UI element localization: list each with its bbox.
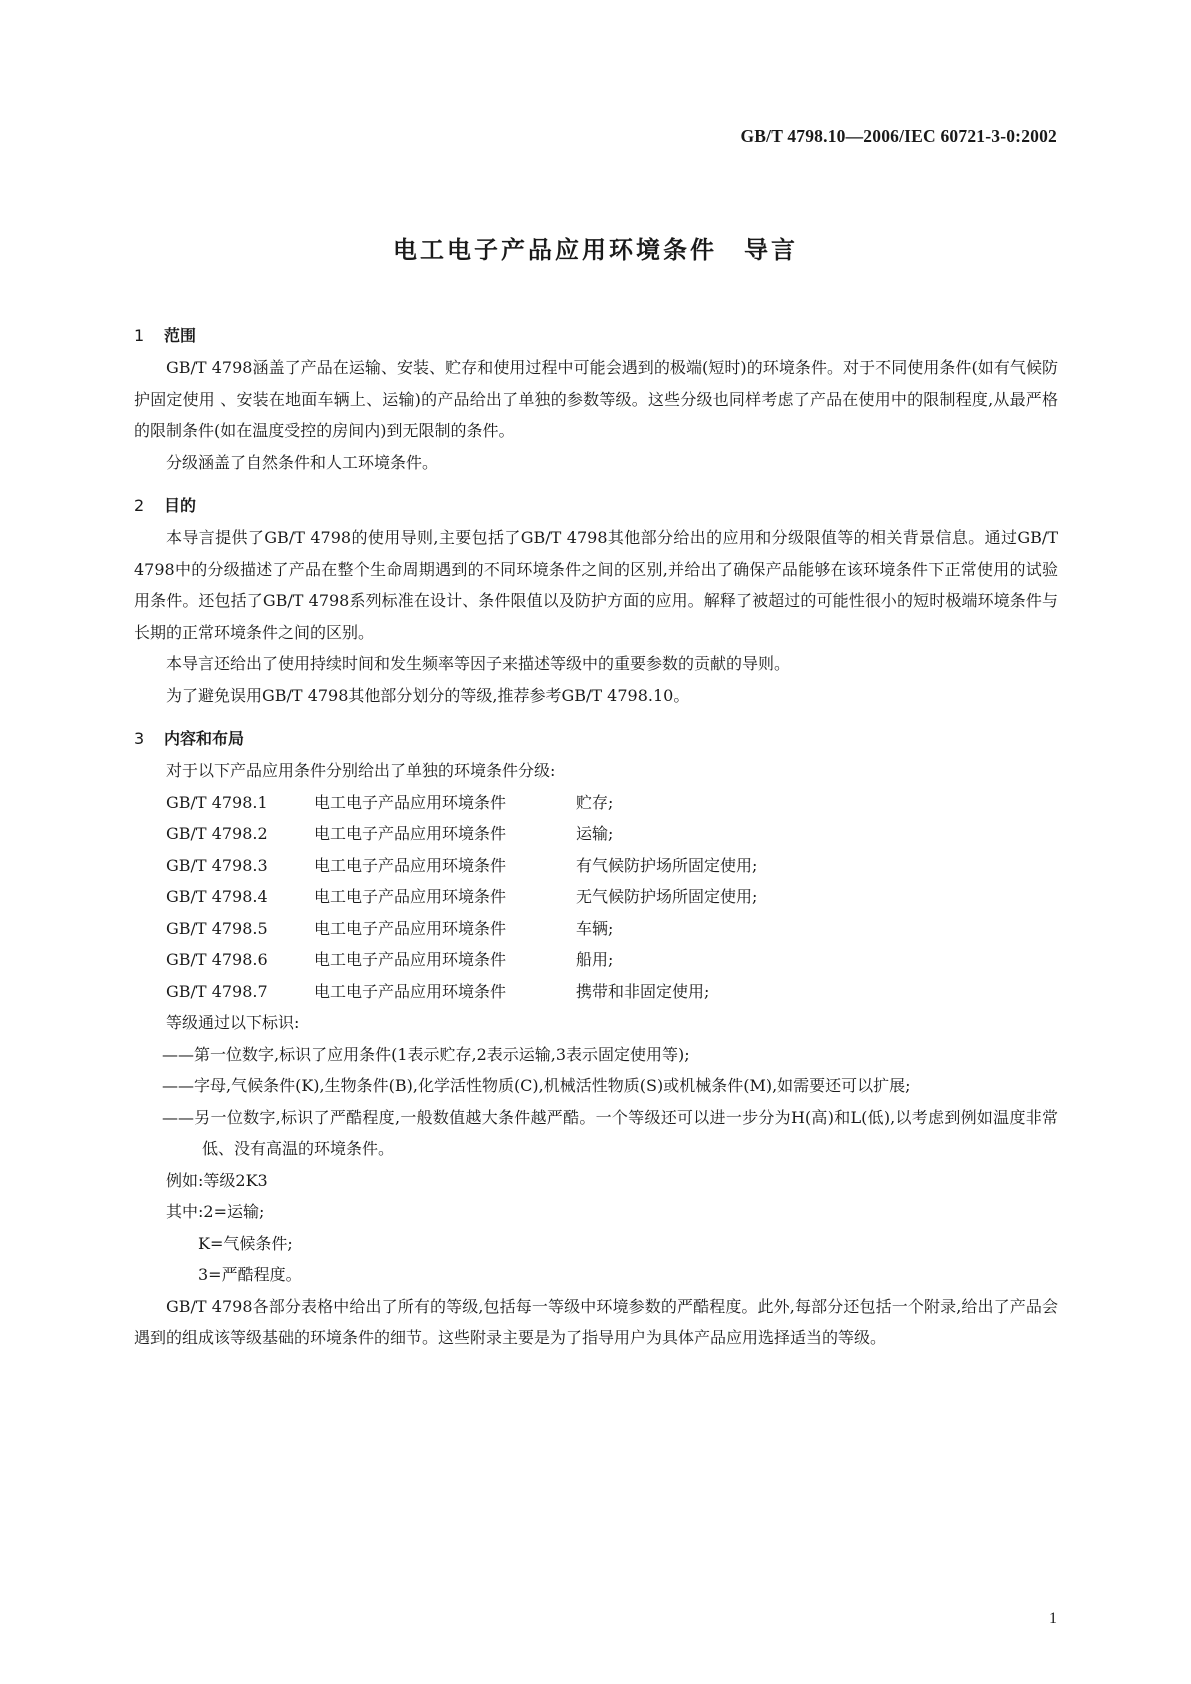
part-series: 电工电子产品应用环境条件	[314, 855, 507, 875]
example-line: 例如:等级2K3	[166, 1170, 268, 1190]
paragraph: GB/T 4798涵盖了产品在运输、安装、贮存和使用过程中可能会遇到的极端(短时)的环境条件。对于不同使用条件(如有气候防护固定使用 、安装在地面车辆上、运输)的产品给出了单独的参数等级。这些分级也同样考虑了产品在使用中的限制程度,从最严格的限制条件(如在温度受控的房间内)到无限制的条件。	[134, 358, 1058, 440]
paragraph: 对于以下产品应用条件分别给出了单独的环境条件分级:	[166, 761, 556, 780]
standard-code: GB/T 4798.10—2006/IEC 60721-3-0:2002	[740, 126, 1057, 146]
section-number: 3	[134, 729, 145, 748]
page-number: 1	[1049, 1610, 1057, 1627]
part-code: GB/T 4798.7	[166, 981, 268, 1001]
part-code: GB/T 4798.1	[166, 792, 268, 812]
section-heading-content-layout	[134, 723, 1058, 755]
class-intro: 等级通过以下标识:	[166, 1013, 300, 1032]
part-code: GB/T 4798.5	[166, 918, 268, 938]
paragraph: 为了避免误用GB/T 4798其他部分划分的等级,推荐参考GB/T 4798.10。	[166, 685, 690, 705]
section-title: 范围	[164, 326, 197, 345]
section-heading-purpose	[134, 490, 1058, 522]
part-list-item	[134, 976, 1058, 1008]
class-list-item: ——另一位数字,标识了严酷程度,一般数值越大条件越严酷。一个等级还可以进一步分为H(高)和L(低),以考虑到例如温度非常低、没有高温的环境条件。	[162, 1107, 1058, 1158]
paragraph: GB/T 4798各部分表格中给出了所有的等级,包括每一等级中环境参数的严酷程度。此外,每部分还包括一个附录,给出了产品会遇到的组成该等级基础的环境条件的细节。这些附录主要是为了指导用户为具体产品应用选择适当的等级。	[134, 1296, 1058, 1347]
section-number: 2	[134, 496, 145, 515]
part-name: 无气候防护场所固定使用;	[576, 887, 758, 906]
part-series: 电工电子产品应用环境条件	[314, 792, 507, 812]
part-list-item	[134, 881, 1058, 913]
document-title: 电工电子产品应用环境条件 导言	[393, 236, 798, 264]
section-heading-scope	[134, 320, 1058, 352]
part-code: GB/T 4798.2	[166, 824, 268, 843]
part-list-item	[134, 787, 1058, 819]
where-line: 其中:2=运输;	[166, 1202, 265, 1221]
part-list-item	[134, 818, 1058, 850]
part-code: GB/T 4798.3	[166, 855, 268, 875]
part-list-item	[134, 944, 1058, 976]
where-line: K=气候条件;	[198, 1233, 293, 1253]
class-list-item: ——第一位数字,标识了应用条件(1表示贮存,2表示运输,3表示固定使用等);	[162, 1044, 690, 1064]
part-name: 贮存;	[576, 792, 614, 812]
part-list-item	[134, 913, 1058, 945]
part-series: 电工电子产品应用环境条件	[314, 981, 507, 1001]
class-list-item: ——字母,气候条件(K),生物条件(B),化学活性物质(C),机械活性物质(S)或机械条件(M),如需要还可以扩展;	[162, 1076, 911, 1095]
paragraph: 本导言还给出了使用持续时间和发生频率等因子来描述等级中的重要参数的贡献的导则。	[166, 654, 791, 673]
part-name: 有气候防护场所固定使用;	[576, 855, 758, 875]
document-body	[134, 320, 1058, 1354]
part-series: 电工电子产品应用环境条件	[314, 824, 507, 843]
where-line: 3=严酷程度。	[198, 1265, 302, 1284]
part-code: GB/T 4798.6	[166, 950, 268, 969]
paragraph: 分级涵盖了自然条件和人工环境条件。	[166, 452, 439, 472]
part-name: 运输;	[576, 824, 614, 843]
section-title: 内容和布局	[164, 729, 245, 748]
part-name: 船用;	[576, 950, 614, 969]
part-series: 电工电子产品应用环境条件	[314, 887, 507, 906]
paragraph: 本导言提供了GB/T 4798的使用导则,主要包括了GB/T 4798其他部分给出的应用和分级限值等的相关背景信息。通过GB/T 4798中的分级描述了产品在整个生命周期遇到的不同环境条件之间的区别,并给出了确保产品能够在该环境条件下正常使用的试验用条件。还包括了GB/T 4798系列标准在设计、条件限值以及防护方面的应用。解释了被超过的可能性很小的短时极端环境条件与长期的正常环境条件之间的区别。	[134, 528, 1058, 642]
part-name: 携带和非固定使用;	[576, 981, 710, 1001]
part-series: 电工电子产品应用环境条件	[314, 918, 507, 938]
section-number: 1	[134, 326, 145, 345]
part-name: 车辆;	[576, 918, 614, 938]
part-list-item	[134, 850, 1058, 882]
part-code: GB/T 4798.4	[166, 887, 268, 906]
part-series: 电工电子产品应用环境条件	[314, 950, 507, 969]
section-title: 目的	[164, 496, 197, 515]
